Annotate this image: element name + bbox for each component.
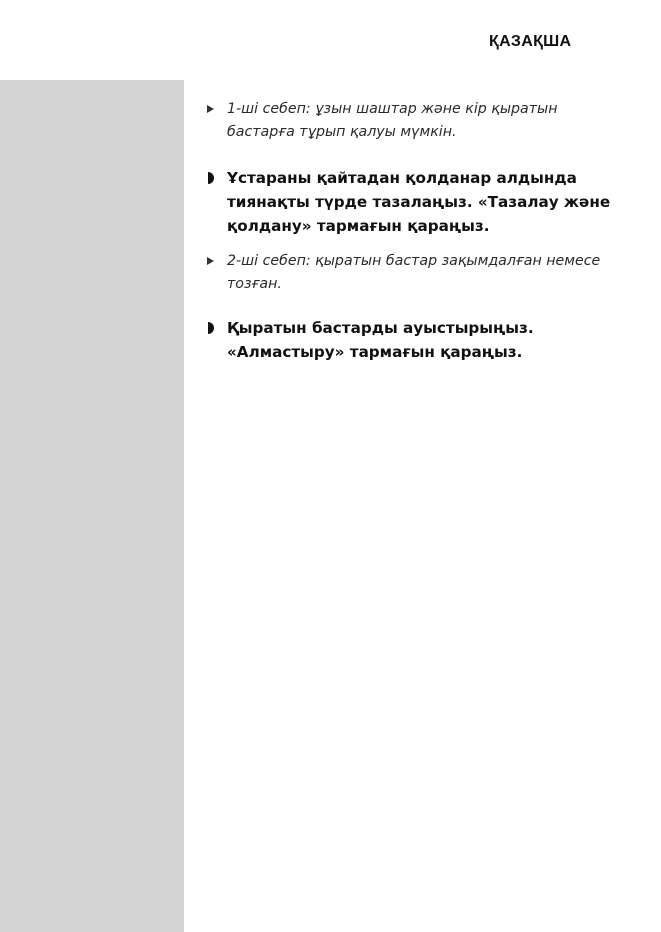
half-circle-bullet-icon: [205, 321, 217, 335]
triangle-bullet-icon: [205, 254, 217, 268]
note-label-2: 2-ші себеп:: [227, 253, 311, 269]
note-text-2: [227, 250, 617, 296]
note-body-2: қыратын бастар зақымдалған немесе тозған.: [227, 253, 601, 292]
note-text-1: [227, 98, 617, 144]
language-header: ҚАЗАҚША: [489, 33, 572, 50]
step-text-1: Ұстараны қайтадан қолданар алдында тиянақты түрде тазалаңыз. «Тазалау және қолдану» тармағын қараңыз.: [227, 169, 611, 235]
step-text-2: Қыратын бастарды ауыстырыңыз. «Алмастыру» тармағын қараңыз.: [227, 319, 534, 361]
sidebar-gray-panel: [0, 80, 184, 932]
note-label-1: 1-ші себеп:: [227, 101, 311, 117]
note-body-1: ұзын шаштар және кір қыратын бастарға тұрып қалуы мүмкін.: [227, 101, 558, 140]
half-circle-bullet-icon: [205, 171, 217, 185]
triangle-bullet-icon: [205, 102, 217, 116]
